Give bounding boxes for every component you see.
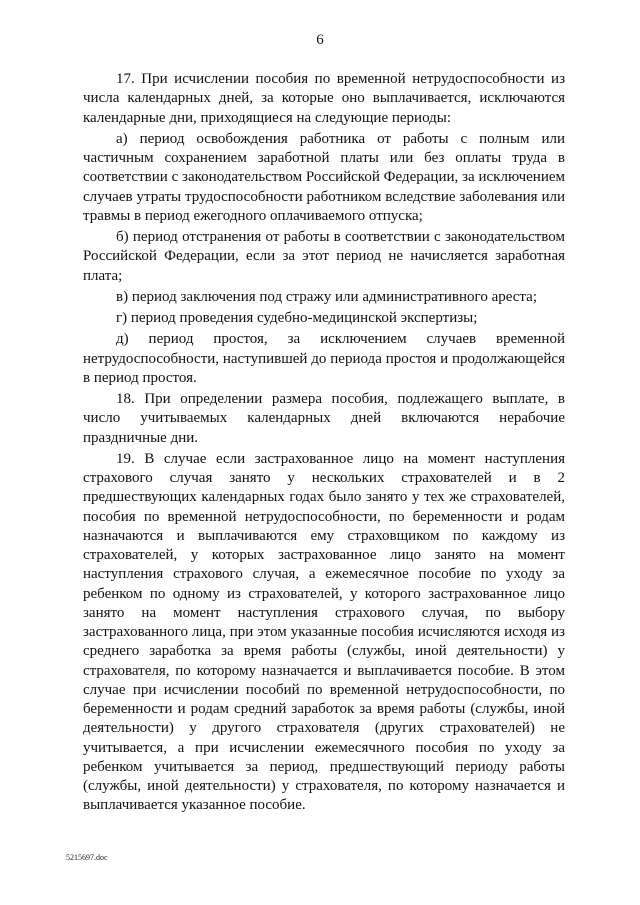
- paragraph-17-v: в) период заключения под стражу или административного ареста;: [116, 288, 537, 305]
- document-filename: 5215697.doc: [66, 853, 108, 862]
- page-number: 6: [316, 32, 324, 48]
- document-body: [83, 70, 565, 816]
- paragraph-17-g: г) период проведения судебно-медицинской экспертизы;: [116, 310, 478, 326]
- paragraph-17-d: д) период простоя, за исключением случаев временной нетрудоспособности, наступившей до периода простоя и продолжающейся в период простоя.: [83, 331, 565, 386]
- paragraph-17: 17. При исчислении пособия по временной нетрудоспособности из числа календарных дней, за которые оно выплачивается, исключаются календарные дни, приходящиеся на следующие периоды:: [83, 71, 565, 126]
- paragraph-18: 18. При определении размера пособия, подлежащего выплате, в число учитываемых календарных дней включаются нерабочие праздничные дни.: [83, 391, 565, 446]
- paragraph-17-a: а) период освобождения работника от работы с полным или частичным сохранением заработной платы или без оплаты труда в соответствии с законодательством Российской Федерации, за исключением случаев утраты трудоспособности работником вследствие заболевания или травмы в период ежегодного оплачиваемого отпуска;: [83, 130, 565, 224]
- paragraph-19: 19. В случае если застрахованное лицо на момент наступления страхового случая занято у нескольких страхователей и в 2 предшествующих календарных годах было занято у тех же страхователей, пособия по временной нетрудоспособности, по беременности и родам назначаются и выплачиваются ему страховщиком по каждому из страхователей, у которых застрахованное лицо занято на момент наступления страхового случая, а ежемесячное пособие по уходу за ребенком по одному из страхователей, у которого застрахованное лицо занято на момент наступления страхового случая, по выбору застрахованного лица, при этом указанные пособия исчисляются исходя из среднего заработка за время работы (службы, иной деятельности) у страхователя, по которому назначается и выплачивается пособие. В этом случае при исчислении пособий по временной нетрудоспособности, по беременности и родам средний заработок за время работы (службы, иной деятельности) у другого страхователя (других страхователей) не учитывается, а при исчислении ежемесячного пособия по уходу за ребенком учитывается за период, предшествующий периоду работы (службы, иной деятельности) у страхователя, по которому назначается и выплачивается указанное пособие.: [83, 450, 565, 814]
- paragraph-17-b: б) период отстранения от работы в соответствии с законодательством Российской Федерации, если за этот период не начисляется заработная плата;: [83, 229, 565, 284]
